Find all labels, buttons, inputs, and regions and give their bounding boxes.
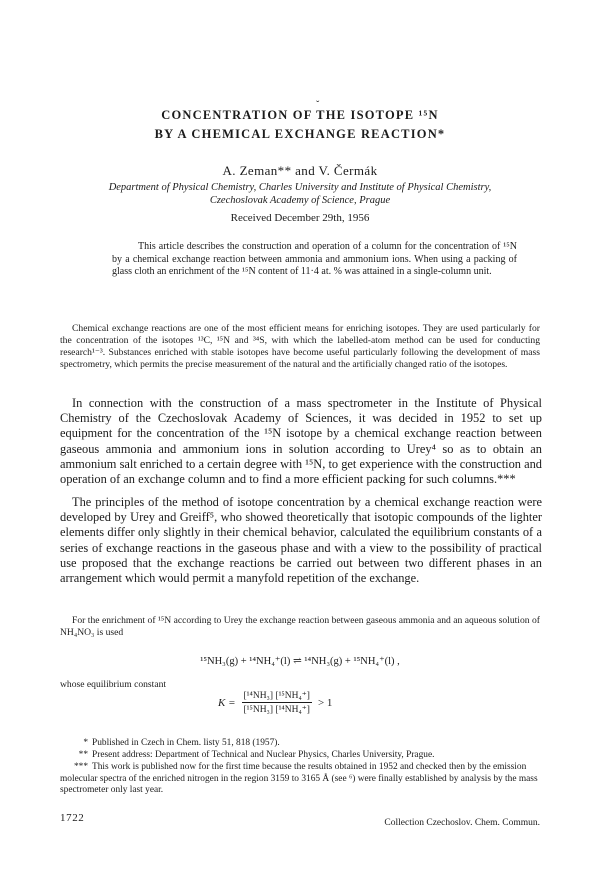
footnote-text: Present address: Department of Technical and Nuclear Physics, Charles University, Prague. xyxy=(92,750,435,760)
equation-numerator: [¹⁴NH₃] [¹⁵NH₄⁺] xyxy=(243,691,310,701)
footnote-3 xyxy=(60,762,542,797)
authors: A. Zeman** and V. Čermák xyxy=(222,163,378,178)
footnote-text: This work is published now for the first time because the results obtained in 1952 and checked then by the emission molecular spectra of the enriched nitrogen in the region 3159 to 3165 Å (see ⁶) were finally established by analysis by the mass spectrometer only last year. xyxy=(60,762,538,796)
title-line-1: CONCENTRATION OF THE ISOTOPE ¹⁵N xyxy=(161,108,439,122)
equation-lhs: K = xyxy=(218,696,236,709)
equation-equilibrium-constant xyxy=(218,690,332,715)
abstract: This article describes the construction and operation of a column for the concentration of ¹⁵N by a chemical exchange reaction between ammonia and ammonium ions. When using a packing of glass cloth an enrichment of the ¹⁵N content of 11·4 at. % was attained in a single-column unit. xyxy=(112,241,517,278)
footnote-mark: *** xyxy=(73,762,88,772)
intro-paragraph: Chemical exchange reactions are one of the most efficient means for enriching isotopes. They are used particularly for the concentration of the isotopes ¹³C, ¹⁵N and ³⁴S, with which the labelled-atom method can be used for conducting research¹⁻³. Substances enriched with stable isotopes have become useful particularly following the development of mass spectrometry, which permits the precise measurement of the natural and the artificially changed ratio of the isotopes. xyxy=(60,323,540,370)
affiliation-line-2: Czechoslovak Academy of Science, Prague xyxy=(209,195,391,206)
received-date: Received December 29th, 1956 xyxy=(230,212,370,224)
body-paragraph-2: The principles of the method of isotope concentration by a chemical exchange reaction were developed by Urey and Greiff⁵, who showed theoretically that isotopic compounds of the lighter elements differ only slightly in their chemical behavior, calculated the equilibrium constants of a series of exchange reactions in the gaseous phase and with a view to the possibility of practical use proposed that the exchange reactions be carried out between two different phases in an arrangement which would permit a manyfold repetition of the exchange. xyxy=(60,495,542,586)
equation-rhs: > 1 xyxy=(317,696,333,709)
footnote-mark: ** xyxy=(78,750,88,760)
equation-exchange-reaction: ¹⁵NH₃(g) + ¹⁴NH₄⁺(l) ⇌ ¹⁴NH₃(g) + ¹⁵NH₄⁺(l) , xyxy=(200,656,400,667)
footnote-1 xyxy=(60,738,542,750)
footnote-mark: * xyxy=(83,738,88,748)
page-number: 1722 xyxy=(60,812,85,824)
footnote-text: Published in Czech in Chem. listy 51, 818 (1957). xyxy=(92,738,280,748)
footnote-2 xyxy=(60,750,542,762)
body-paragraph-1: In connection with the construction of a mass spectrometer in the Institute of Physical Chemistry of the Czechoslovak Academy of Sciences, it was decided in 1952 to set up equipment for the concentration of the ¹⁵N isotope by a chemical exchange reaction between gaseous ammonia and ammonium ions in solution according to Urey⁴ so as to obtain an ammonium salt enriched to a certain degree with ¹⁵N, to get experience with the construction and operation of an exchange column and to find a more efficient packing for such columns.*** xyxy=(60,396,542,487)
affiliation-line-1: Department of Physical Chemistry, Charles University and Institute of Physical Chemistry, xyxy=(108,182,492,193)
accent-mark: ˇ xyxy=(316,100,320,111)
whose-text: whose equilibrium constant xyxy=(60,679,167,690)
equation-denominator: [¹⁵NH₃] [¹⁴NH₄⁺] xyxy=(243,705,310,715)
title-line-2: BY A CHEMICAL EXCHANGE REACTION* xyxy=(154,127,446,141)
equation-fraction xyxy=(242,690,312,715)
body-paragraph-3: For the enrichment of ¹⁵N according to Urey the exchange reaction between gaseous ammonia and an aqueous solution of NH₄NO₃ is used xyxy=(60,615,540,638)
journal-name: Collection Czechoslov. Chem. Commun. xyxy=(384,818,540,828)
